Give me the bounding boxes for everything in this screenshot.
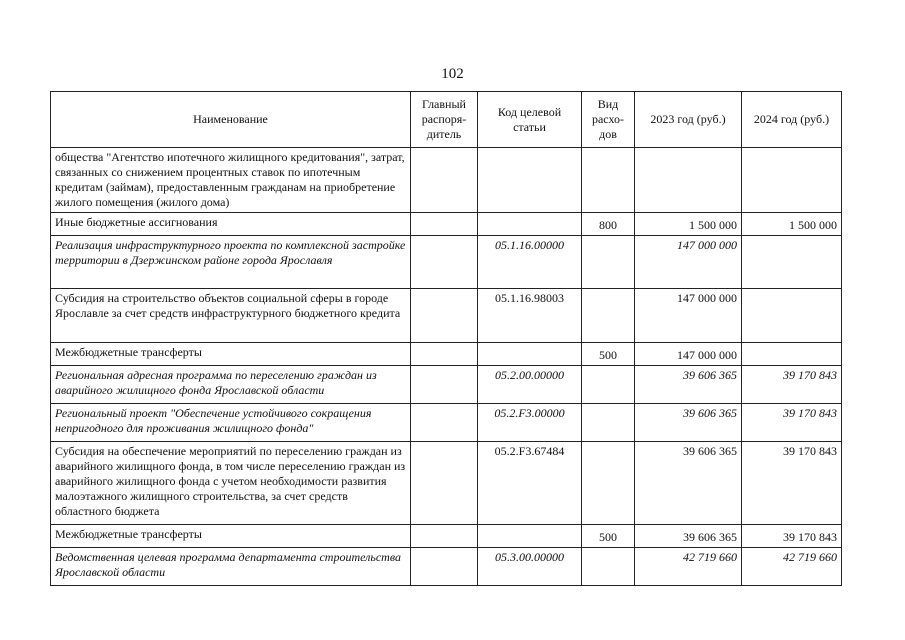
row-name: Ведомственная целевая программа департамента строительства Ярославской области bbox=[51, 548, 411, 586]
table-row bbox=[51, 289, 842, 343]
row-name: Иные бюджетные ассигнования bbox=[51, 213, 411, 236]
row-name: Региональная адресная программа по переселению граждан из аварийного жилищного фонда Ярославской области bbox=[51, 366, 411, 404]
row-code bbox=[478, 343, 582, 366]
table-row bbox=[51, 236, 842, 289]
row-kind: 500 bbox=[582, 343, 635, 366]
table-header-row bbox=[51, 92, 842, 148]
row-2023: 147 000 000 bbox=[635, 236, 742, 289]
row-name: Субсидия на строительство объектов социальной сферы в городе Ярославле за счет средств инфраструктурного бюджетного кредита bbox=[51, 289, 411, 343]
row-2023: 147 000 000 bbox=[635, 343, 742, 366]
row-admin bbox=[411, 404, 478, 442]
row-2023: 39 606 365 bbox=[635, 442, 742, 525]
row-admin bbox=[411, 525, 478, 548]
row-2024: 39 170 843 bbox=[742, 525, 842, 548]
row-name: Реализация инфраструктурного проекта по комплексной застройке территории в Дзержинском районе города Ярославля bbox=[51, 236, 411, 289]
row-2023: 39 606 365 bbox=[635, 366, 742, 404]
row-2024 bbox=[742, 148, 842, 213]
row-2023: 39 606 365 bbox=[635, 404, 742, 442]
header-2024: 2024 год (руб.) bbox=[742, 92, 842, 148]
row-code bbox=[478, 148, 582, 213]
table-row bbox=[51, 343, 842, 366]
row-name: Межбюджетные трансферты bbox=[51, 343, 411, 366]
header-code: Код целевой статьи bbox=[478, 92, 582, 148]
table-row bbox=[51, 213, 842, 236]
row-kind: 800 bbox=[582, 213, 635, 236]
row-code: 05.2.F3.67484 bbox=[478, 442, 582, 525]
table-row bbox=[51, 148, 842, 213]
budget-table bbox=[50, 91, 842, 586]
row-admin bbox=[411, 289, 478, 343]
row-2024: 39 170 843 bbox=[742, 442, 842, 525]
row-2023 bbox=[635, 148, 742, 213]
row-kind bbox=[582, 236, 635, 289]
table-row bbox=[51, 525, 842, 548]
row-code: 05.2.F3.00000 bbox=[478, 404, 582, 442]
row-admin bbox=[411, 343, 478, 366]
row-admin bbox=[411, 236, 478, 289]
row-name: общества "Агентство ипотечного жилищного кредитования", затрат, связанных со снижением процентных ставок по ипотечным кредитам (займам), предоставленным гражданам на приобретение жилого помещения (жилого дома) bbox=[51, 148, 411, 213]
table-row bbox=[51, 404, 842, 442]
header-kind: Вид расхо-дов bbox=[582, 92, 635, 148]
row-kind bbox=[582, 548, 635, 586]
row-2024 bbox=[742, 343, 842, 366]
row-kind bbox=[582, 442, 635, 525]
row-code: 05.2.00.00000 bbox=[478, 366, 582, 404]
row-admin bbox=[411, 148, 478, 213]
row-name: Региональный проект "Обеспечение устойчивого сокращения непригодного для проживания жилищного фонда" bbox=[51, 404, 411, 442]
row-code: 05.1.16.98003 bbox=[478, 289, 582, 343]
row-2024: 39 170 843 bbox=[742, 366, 842, 404]
row-2024 bbox=[742, 289, 842, 343]
row-admin bbox=[411, 366, 478, 404]
row-2024: 1 500 000 bbox=[742, 213, 842, 236]
header-2023: 2023 год (руб.) bbox=[635, 92, 742, 148]
row-code: 05.3.00.00000 bbox=[478, 548, 582, 586]
header-name: Наименование bbox=[51, 92, 411, 148]
row-code: 05.1.16.00000 bbox=[478, 236, 582, 289]
row-code bbox=[478, 525, 582, 548]
row-admin bbox=[411, 213, 478, 236]
row-name: Субсидия на обеспечение мероприятий по переселению граждан из аварийного жилищного фонда, в том числе переселению граждан из аварийного жилищного фонда с учетом необходимости развития малоэтажного жилищного строительства, за счет средств областного бюджета bbox=[51, 442, 411, 525]
table-row bbox=[51, 442, 842, 525]
row-admin bbox=[411, 442, 478, 525]
row-2024: 42 719 660 bbox=[742, 548, 842, 586]
row-code bbox=[478, 213, 582, 236]
row-2023: 42 719 660 bbox=[635, 548, 742, 586]
row-kind: 500 bbox=[582, 525, 635, 548]
row-2023: 1 500 000 bbox=[635, 213, 742, 236]
row-2024: 39 170 843 bbox=[742, 404, 842, 442]
row-kind bbox=[582, 366, 635, 404]
row-kind bbox=[582, 289, 635, 343]
row-kind bbox=[582, 404, 635, 442]
page-number: 102 bbox=[441, 66, 464, 82]
row-2024 bbox=[742, 236, 842, 289]
table-row bbox=[51, 366, 842, 404]
row-2023: 147 000 000 bbox=[635, 289, 742, 343]
row-kind bbox=[582, 148, 635, 213]
row-2023: 39 606 365 bbox=[635, 525, 742, 548]
table-row bbox=[51, 548, 842, 586]
header-admin: Главный распоря-дитель bbox=[411, 92, 478, 148]
row-admin bbox=[411, 548, 478, 586]
row-name: Межбюджетные трансферты bbox=[51, 525, 411, 548]
